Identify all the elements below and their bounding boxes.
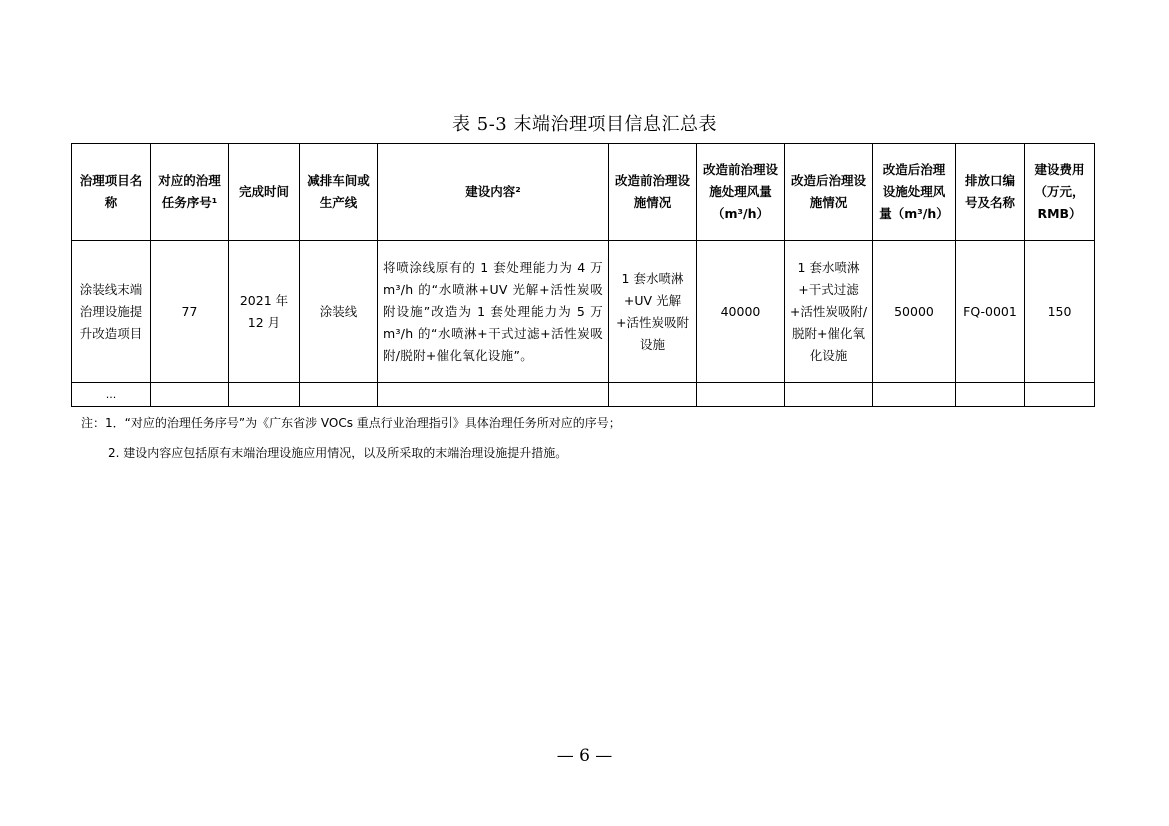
page-number: — 6 — — [556, 746, 613, 766]
ellipsis-cell: ... — [72, 383, 151, 407]
header-before-facility: 改造前治理设施情况 — [609, 144, 697, 241]
cell-workshop: 涂装线 — [300, 241, 378, 383]
header-row — [72, 144, 1095, 241]
empty-cell — [229, 383, 300, 407]
header-before-airflow: 改造前治理设施处理风量（m³/h） — [697, 144, 785, 241]
cell-construction-content: 将喷涂线原有的 1 套处理能力为 4 万 m³/h 的“水喷淋+UV 光解+活性炭吸附设施”改造为 1 套处理能力为 5 万 m³/h 的“水喷淋+干式过滤+活性炭吸附/脱附+催化氧化设施”。 — [378, 241, 609, 383]
empty-cell — [785, 383, 873, 407]
table-title: 表 5-3 末端治理项目信息汇总表 — [452, 114, 717, 135]
header-outlet: 排放口编号及名称 — [956, 144, 1025, 241]
cell-project-name: 涂装线末端治理设施提升改造项目 — [72, 241, 151, 383]
header-workshop: 减排车间或生产线 — [300, 144, 378, 241]
footnote-1: 注：1．“对应的治理任务序号”为《广东省涉 VOCs 重点行业治理指引》具体治理任务所对应的序号； — [81, 416, 621, 430]
empty-cell — [378, 383, 609, 407]
summary-table — [71, 143, 1095, 407]
cell-cost: 150 — [1025, 241, 1095, 383]
cell-completion-time: 2021 年 12 月 — [229, 241, 300, 383]
header-after-airflow: 改造后治理设施处理风量（m³/h） — [873, 144, 956, 241]
cell-after-facility: 1 套水喷淋+干式过滤+活性炭吸附/脱附+催化氧化设施 — [785, 241, 873, 383]
cell-after-airflow: 50000 — [873, 241, 956, 383]
header-completion-time: 完成时间 — [229, 144, 300, 241]
empty-cell — [697, 383, 785, 407]
empty-cell — [151, 383, 229, 407]
empty-cell — [300, 383, 378, 407]
empty-cell — [609, 383, 697, 407]
header-after-facility: 改造后治理设施情况 — [785, 144, 873, 241]
header-construction-content: 建设内容² — [378, 144, 609, 241]
header-project-name: 治理项目名称 — [72, 144, 151, 241]
footnote-2: 2. 建设内容应包括原有末端治理设施应用情况，以及所采取的末端治理设施提升措施。 — [108, 446, 568, 460]
cell-task-number: 77 — [151, 241, 229, 383]
header-cost: 建设费用（万元，RMB） — [1025, 144, 1095, 241]
header-task-number: 对应的治理任务序号¹ — [151, 144, 229, 241]
cell-before-airflow: 40000 — [697, 241, 785, 383]
table-row — [72, 383, 1095, 407]
cell-before-facility: 1 套水喷淋+UV 光解+活性炭吸附设施 — [609, 241, 697, 383]
empty-cell — [1025, 383, 1095, 407]
empty-cell — [956, 383, 1025, 407]
empty-cell — [873, 383, 956, 407]
table-row — [72, 241, 1095, 383]
cell-outlet: FQ-0001 — [956, 241, 1025, 383]
